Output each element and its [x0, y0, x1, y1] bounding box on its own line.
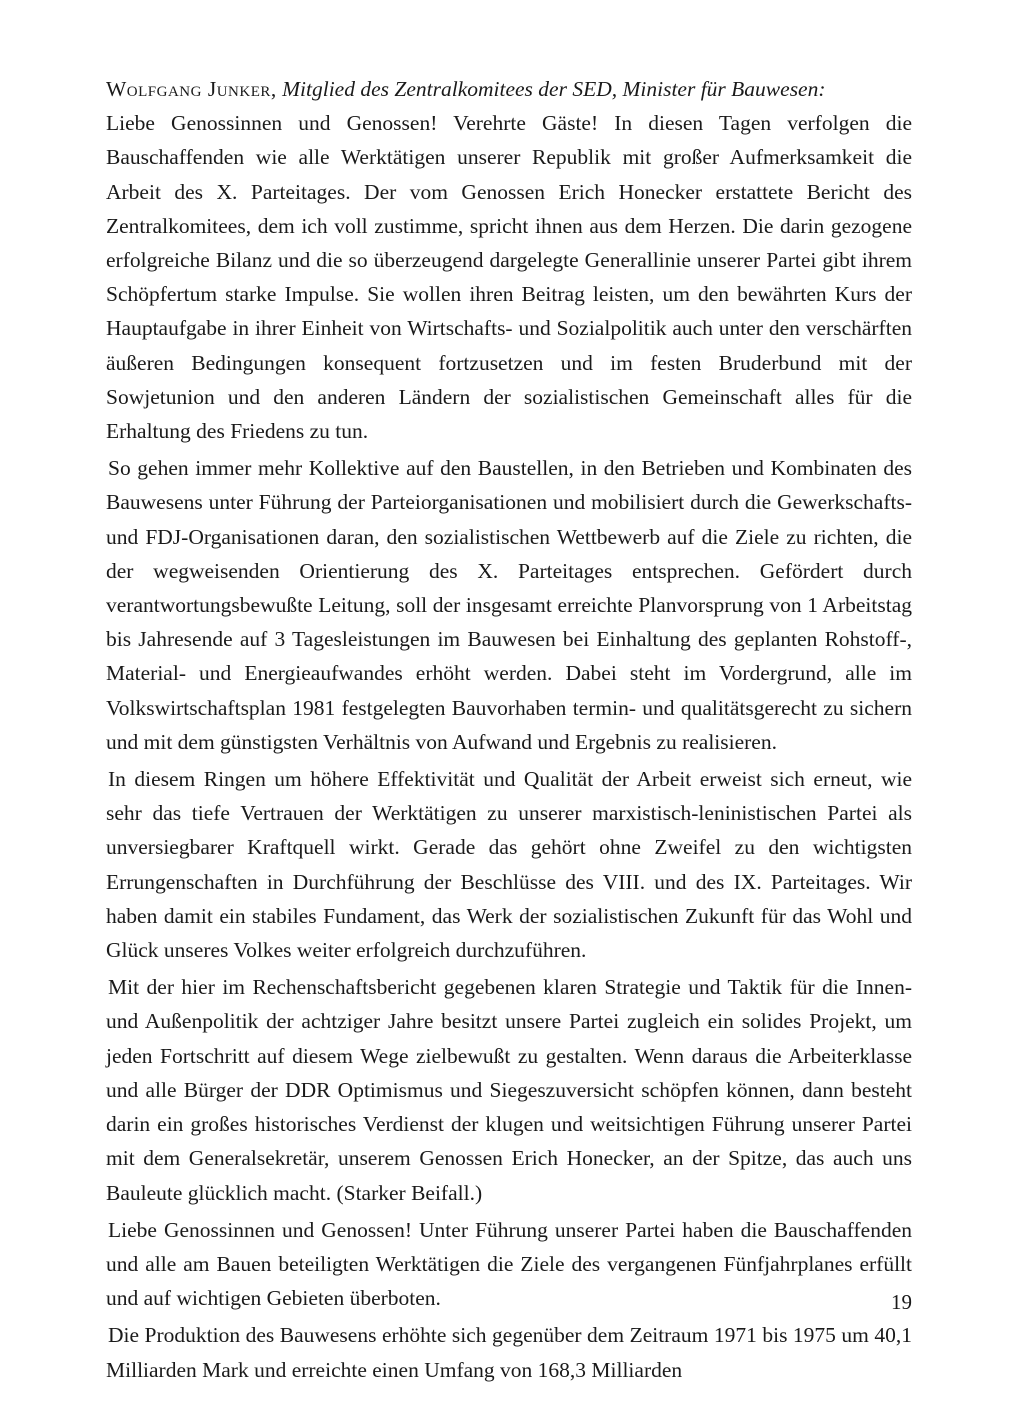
paragraph-3: In diesem Ringen um höhere Effektivität und Qualität der Arbeit erweist sich erneut, wie sehr das tiefe Vertrauen der Werktätigen zu unserer marxistisch-leninistischen Partei als unversiegbarer Kraftquell wirkt. Gerade das gehört ohne Zweifel zu den wichtigsten Errungenschaften in Durchführung der Beschlüsse des VIII. und des IX. Parteitages. Wir haben damit ein stabiles Fundament, das Werk der sozialistischen Zukunft für das Wohl und Glück unseres Volkes weiter erfolgreich durchzuführen. [106, 767, 912, 963]
paragraph-6: Die Produktion des Bauwesens erhöhte sich gegenüber dem Zeitraum 1971 bis 1975 um 40,1 Milliarden Mark und erreichte einen Umfang von 168,3 Milliarden [106, 1323, 912, 1382]
speaker-role: Mitglied des Zentralkomitees der SED, Minister für Bauwesen: [282, 77, 826, 101]
speaker-name: Wolfgang Junker, [106, 77, 277, 101]
paragraph-5: Liebe Genossinnen und Genossen! Unter Führung unserer Partei haben die Bauschaffenden und alle am Bauen beteiligten Werktätigen die Ziele des vergangenen Fünfjahrplanes erfüllt und auf wichtigen Gebieten überboten. [106, 1217, 912, 1311]
paragraph-1-text: Liebe Genossinnen und Genossen! Verehrte Gäste! In diesen Tagen verfolgen die Bauschaffenden wie alle Werktätigen unserer Republik mit großer Aufmerksamkeit die Arbeit des X. Parteitages. Der vom Genossen Erich Honecker erstattete Bericht des Zentralkomitees, dem ich voll zustimme, spricht ihnen aus dem Herzen. Die darin gezogene erfolgreiche Bilanz und die so überzeugend dargelegte Generallinie unserer Partei gibt ihrem Schöpfertum starke Impulse. Sie wollen ihren Beitrag leisten, um den bewährten Kurs der Hauptaufgabe in ihrer Einheit von Wirtschafts- und Sozialpolitik auch unter den verschärften äußeren Bedingungen konsequent fortzusetzen und im festen Bruderbund mit der Sowjetunion und den anderen Ländern der sozialistischen Gemeinschaft alles für die Erhaltung des Friedens zu tun. [106, 111, 912, 444]
paragraph-1 [106, 72, 912, 448]
page-number: 19 [891, 1290, 912, 1314]
document-body [106, 72, 912, 1387]
paragraph-4: Mit der hier im Rechenschaftsbericht gegebenen klaren Strategie und Taktik für die Innen- und Außenpolitik der achtziger Jahre besitzt unsere Partei zugleich ein solides Projekt, um jeden Fortschritt auf diesem Wege zielbewußt zu gestalten. Wenn daraus die Arbeiterklasse und alle Bürger der DDR Optimismus und Siegeszuversicht schöpfen können, dann besteht darin ein großes historisches Verdienst der klugen und weitsichtigen Führung unserer Partei mit dem Generalsekretär, unserem Genossen Erich Honecker, an der Spitze, das auch uns Bauleute glücklich macht. (Starker Beifall.) [106, 975, 912, 1205]
paragraph-2: So gehen immer mehr Kollektive auf den Baustellen, in den Betrieben und Kombinaten des Bauwesens unter Führung der Parteiorganisationen und mobilisiert durch die Gewerkschafts- und FDJ-Organisationen daran, den sozialistischen Wettbewerb auf die Ziele zu richten, die der wegweisenden Orientierung des X. Parteitages entsprechen. Gefördert durch verantwortungsbewußte Leitung, soll der insgesamt erreichte Planvorsprung von 1 Arbeitstag bis Jahresende auf 3 Tagesleistungen im Bauwesen bei Einhaltung des geplanten Rohstoff-, Material- und Energieaufwandes erhöht werden. Dabei steht im Vordergrund, alle im Volkswirtschaftsplan 1981 festgelegten Bauvorhaben termin- und qualitätsgerecht zu sichern und mit dem günstigsten Verhältnis von Aufwand und Ergebnis zu realisieren. [106, 456, 912, 754]
